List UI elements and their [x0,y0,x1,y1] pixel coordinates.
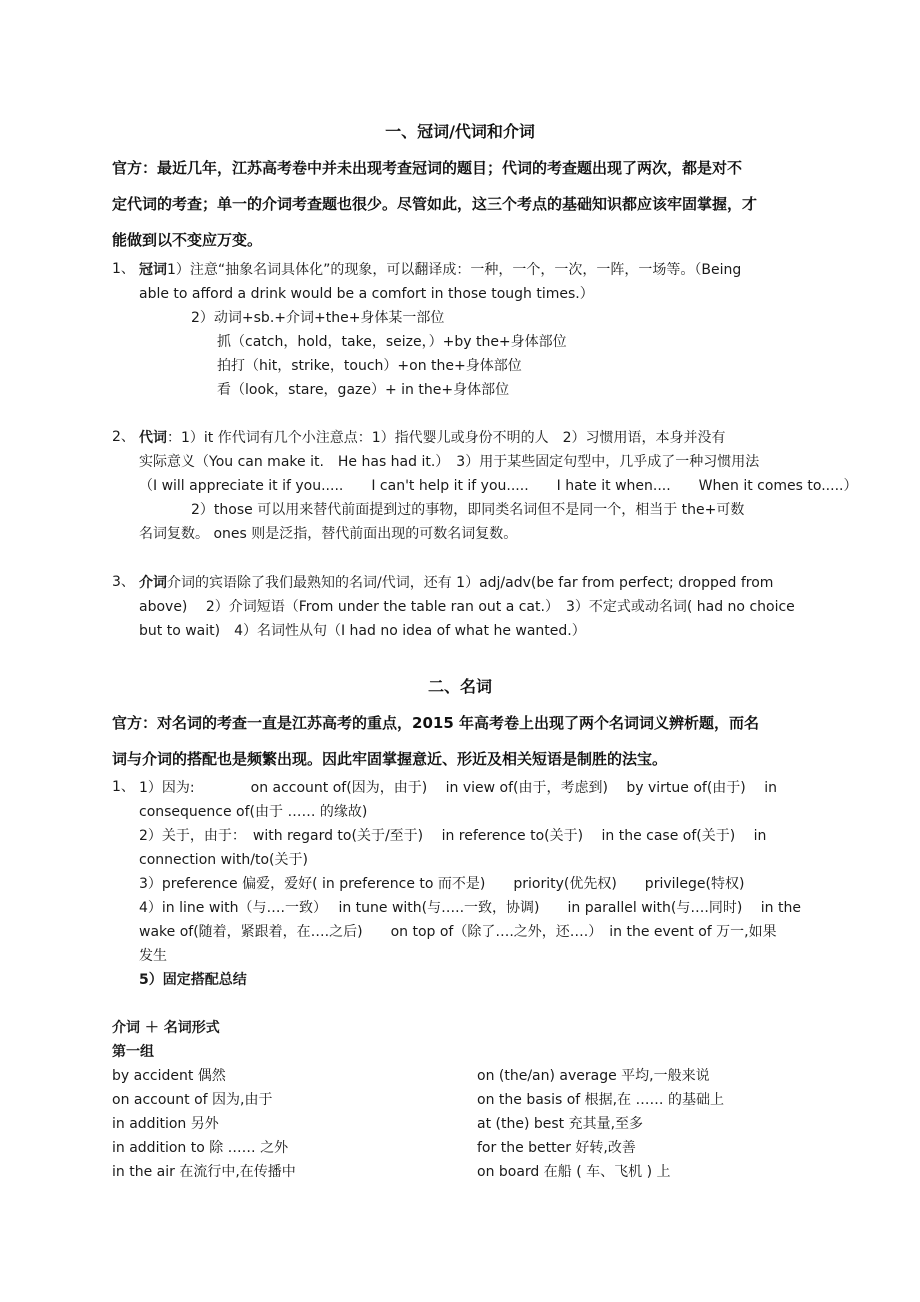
item-number: 1、 [112,779,135,795]
section2-official-note [112,705,812,777]
item-line: 2）关于，由于： with regard to(关于/至于) in reference to(关于) in the case of(关于) in [139,828,767,844]
phrase-right: on the basis of 根据,在 …… 的基础上 [477,1092,725,1108]
item-label: 代词 [139,430,167,446]
phrase-left: on account of 因为,由于 [112,1092,273,1108]
phrase-row [112,1088,812,1112]
item-line: 拍打（hit，strike，touch）+on the+身体部位 [217,358,522,374]
item-line: connection with/to(关于) [139,852,308,868]
phrase-row [112,1160,812,1184]
item-line: 4）in line with（与….一致） in tune with(与…..一致，协调) in parallel with(与….同时) in the [139,900,801,916]
official-line: 能做到以不变应万变。 [112,231,263,249]
item-line: 实际意义（You can make it. He has had it.） 3）用于某些固定句型中，几乎成了一种习惯用法 [139,454,760,470]
phrase-right: at (the) best 充其量,至多 [477,1116,644,1132]
official-line: 官方：最近几年，江苏高考卷中并未出现考查冠词的题目；代词的考查题出现了两次，都是对不 [112,159,743,177]
item-line: but to wait) 4）名词性从句（I had no idea of what he wanted.） [139,623,586,639]
official-line: 定代词的考查；单一的介词考查题也很少。尽管如此，这三个考点的基础知识都应该牢固掌握，才 [112,195,758,213]
item-line: consequence of(由于 …… 的缘故) [139,804,368,820]
item-line: ：1）it 作代词有几个小注意点：1）指代婴儿或身份不明的人 2）习惯用语，本身并没有 [167,430,726,446]
phrase-right: on (the/an) average 平均,一般来说 [477,1068,710,1084]
official-line: 官方：对名词的考查一直是江苏高考的重点，2015 年高考卷上出现了两个名词词义辨析题，而名 [112,714,759,732]
section2-title: 二、名词 [427,677,492,696]
item-label: 介词 [139,575,167,591]
item-line: 1）因为: on account of(因为，由于) in view of(由于，考虑到) by virtue of(由于) in [139,780,777,796]
item-line: above) 2）介词短语（From under the table ran out a cat.） 3）不定式或动名词( had no choice [139,599,795,615]
section1-official-note [112,150,812,258]
item-line: wake of(随着，紧跟着，在….之后) on top of（除了….之外，还….） in the event of 万一,如果 [139,924,777,940]
item-line: 发生 [139,948,167,964]
item-line: 名词复数。 ones 则是泛指，替代前面出现的可数名词复数。 [139,526,518,542]
item-line: （I will appreciate it if you..... I can't help it if you..... I hate it when.... When it comes to.....） [139,478,858,494]
item-line: 2）动词+sb.+介词+the+身体某一部位 [191,310,445,326]
phrase-right: on board 在船 ( 车、飞机 ) 上 [477,1164,671,1180]
item-line: able to afford a drink would be a comfort in those tough times.） [139,286,594,302]
phrase-row [112,1064,812,1088]
item-label: 冠词 [139,262,167,278]
summary-heading: 5）固定搭配总结 [139,972,247,988]
phrase-left: by accident 偶然 [112,1068,226,1084]
phrase-left: in the air 在流行中,在传播中 [112,1164,296,1180]
item-line: 看（look，stare，gaze）+ in the+身体部位 [217,382,510,398]
item-line: 抓（catch，hold，take，seize，）+by the+身体部位 [217,334,567,350]
item-line: 2）those 可以用来替代前面提到过的事物，即同类名词但不是同一个，相当于 the+可数 [191,502,745,518]
phrase-left: in addition to 除 …… 之外 [112,1140,289,1156]
group-title: 第一组 [112,1044,154,1060]
phrase-left: in addition 另外 [112,1116,219,1132]
phrase-right: for the better 好转,改善 [477,1140,636,1156]
item-number: 3、 [112,574,135,590]
phrase-row [112,1112,812,1136]
item-line: 介词的宾语除了我们最熟知的名词/代词，还有 1）adj/adv(be far from perfect; dropped from [167,575,774,591]
section1-title: 一、冠词/代词和介词 [385,122,535,141]
item-number: 2、 [112,429,135,445]
item-line: 1）注意“抽象名词具体化”的现象，可以翻译成：一种，一个，一次，一阵，一场等。（Being [167,262,742,278]
list-heading: 介词 ＋ 名词形式 [112,1020,220,1036]
item-line: 3）preference 偏爱，爱好( in preference to 而不是) priority(优先权) privilege(特权) [139,876,745,892]
item-number: 1、 [112,261,135,277]
official-line: 词与介词的搭配也是频繁出现。因此牢固掌握意近、形近及相关短语是制胜的法宝。 [112,750,668,768]
phrase-row [112,1136,812,1160]
